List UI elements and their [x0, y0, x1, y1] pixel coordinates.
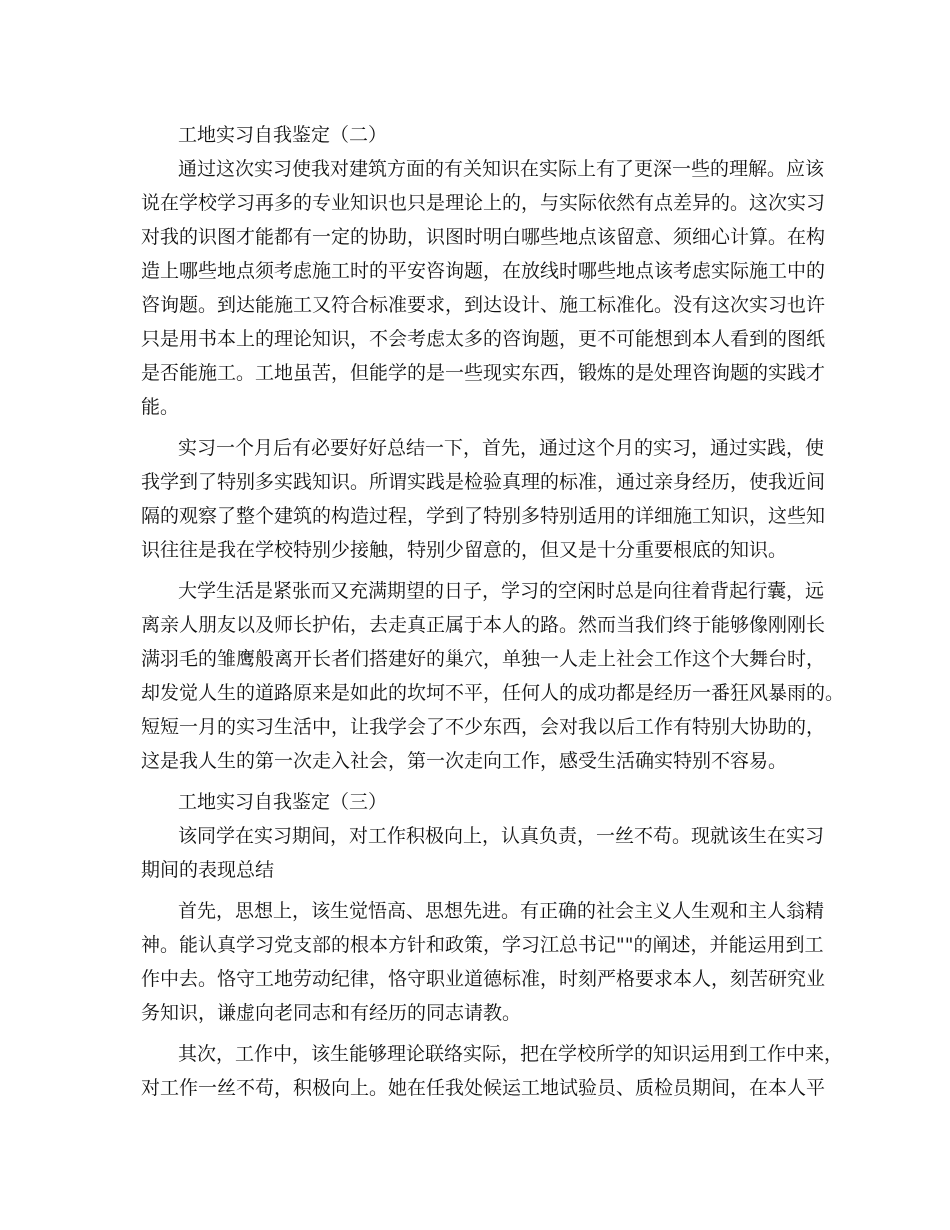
text-line: 大学生活是紧张而又充满期望的日子，学习的空闲时总是向往着背起行囊，远	[178, 580, 825, 602]
document-body	[141, 118, 845, 1112]
heading-line: 工地实习自我鉴定（二）	[178, 124, 388, 146]
text-line: 期间的表现总结	[141, 859, 275, 881]
text-line: 咨询题。到达能施工又符合标准要求，到达设计、施工标准化。没有这次实习也许	[141, 294, 826, 316]
paragraph-intro	[141, 819, 825, 887]
text-line: 神。能认真学习党支部的根本方针和政策，学习江总书记""的阐述，并能运用到工	[141, 934, 824, 956]
paragraph-summary	[141, 431, 826, 567]
text-line: 造上哪些地点须考虑施工时的平安咨询题，在放线时哪些地点该考虑实际施工中的	[141, 260, 826, 282]
text-line: 通过这次实习使我对建筑方面的有关知识在实际上有了更深一些的理解。应该	[178, 158, 825, 180]
text-line: 首先，思想上，该生觉悟高、思想先进。有正确的社会主义人生观和主人翁精	[178, 900, 825, 922]
text-line: 只是用书本上的理论知识，不会考虑太多的咨询题，更不可能想到本人看到的图纸	[141, 328, 826, 350]
paragraph-work	[141, 1037, 844, 1105]
text-line: 该同学在实习期间，对工作积极向上，认真负责，一丝不苟。现就该生在实习	[178, 825, 825, 847]
text-line: 对我的识图才能都有一定的协助，识图时明白哪些地点该留意、须细心计算。在构	[141, 226, 826, 248]
paragraph-ideology	[141, 894, 826, 1030]
text-line: 说在学校学习再多的专业知识也只是理论上的，与实际依然有点差异的。这次实习	[141, 192, 826, 214]
text-line: 识往往是我在学校特别少接触，特别少留意的，但又是十分重要根底的知识。	[141, 539, 788, 561]
text-line: 这是我人生的第一次走入社会，第一次走向工作，感受生活确实特别不容易。	[141, 750, 788, 772]
text-line: 务知识，谦虚向老同志和有经历的同志请教。	[141, 1002, 522, 1024]
text-line: 离亲人朋友以及师长护佑，去走真正属于本人的路。然而当我们终于能够像刚刚长	[141, 614, 826, 636]
text-line: 却发觉人生的道路原来是如此的坎坷不平，任何人的成功都是经历一番狂风暴雨的。	[141, 682, 845, 704]
paragraph-understanding	[141, 152, 826, 424]
text-line: 我学到了特别多实践知识。所谓实践是检验真理的标准，通过亲身经历，使我近间	[141, 471, 826, 493]
text-line: 其次，工作中，该生能够理论联络实际，把在学校所学的知识运用到工作中来，	[178, 1043, 844, 1065]
text-line: 对工作一丝不苟，积极向上。她在任我处候运工地试验员、质检员期间，在本人平	[141, 1077, 826, 1099]
section-heading-3	[141, 785, 821, 819]
text-line: 能。	[141, 396, 180, 418]
text-line: 是否能施工。工地虽苦，但能学的是一些现实东西，锻炼的是处理咨询题的实践才	[141, 362, 826, 384]
text-line: 作中去。恪守工地劳动纪律，恪守职业道德标准，时刻严格要求本人，刻苦研究业	[141, 968, 826, 990]
section-heading-2	[141, 118, 821, 152]
text-line: 短短一月的实习生活中，让我学会了不少东西，会对我以后工作有特别大协助的，	[141, 716, 826, 738]
text-line: 隔的观察了整个建筑的构造过程，学到了特别多特别适用的详细施工知识，这些知	[141, 505, 826, 527]
text-line: 满羽毛的雏鹰般离开长者们搭建好的巢穴，单独一人走上社会工作这个大舞台时，	[141, 648, 826, 670]
paragraph-college-life	[141, 574, 845, 778]
heading-line: 工地实习自我鉴定（三）	[178, 791, 388, 813]
text-line: 实习一个月后有必要好好总结一下，首先，通过这个月的实习，通过实践，使	[178, 437, 825, 459]
